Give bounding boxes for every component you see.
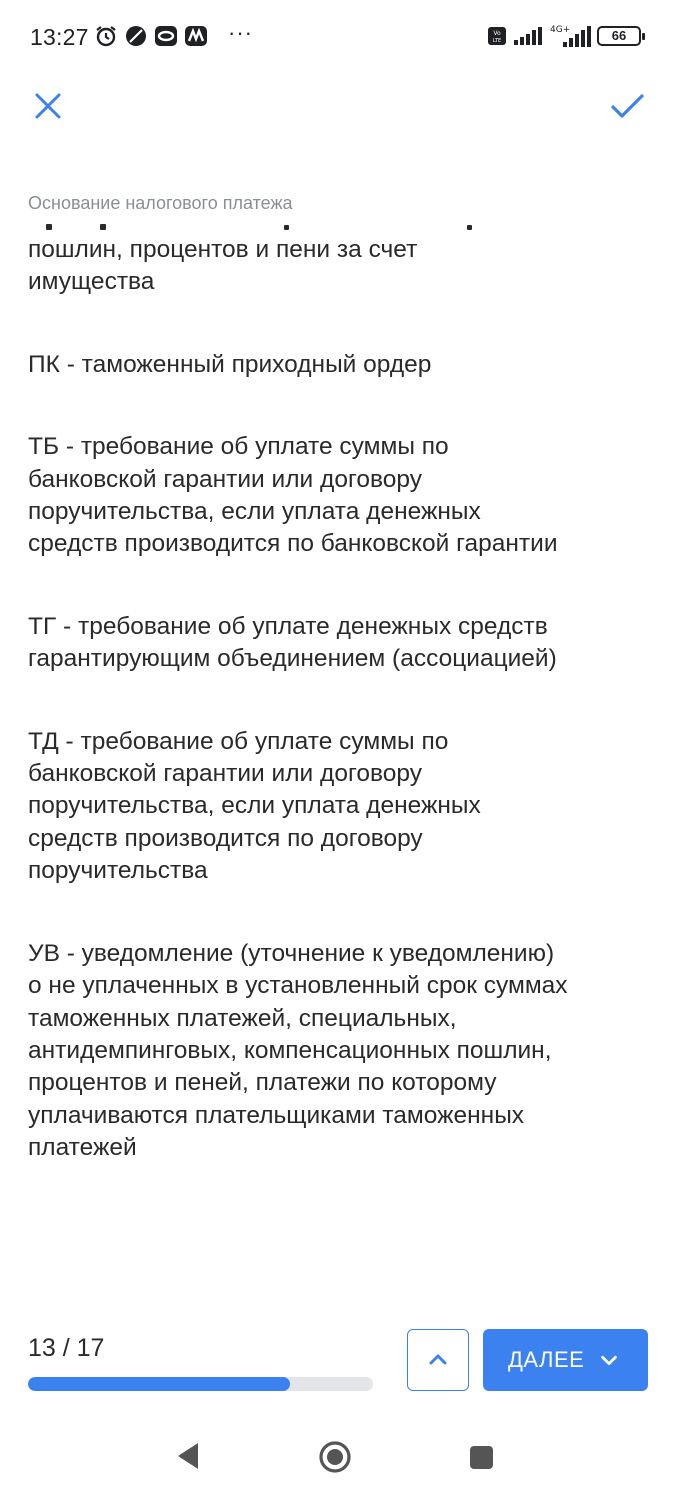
chevron-down-icon — [598, 1349, 620, 1371]
status-bar — [0, 0, 675, 72]
recents-icon — [468, 1444, 495, 1471]
option-item[interactable]: пошлин, процентов и пени за счет имущества — [28, 236, 418, 296]
nav-home-button[interactable] — [318, 1440, 352, 1474]
app-icon-2 — [184, 24, 208, 48]
option-item[interactable]: ТБ - требование об уплате суммы по банковской гарантии или договору поручительства, если уплата денежных средств производится по банковской гарантии — [28, 433, 558, 558]
option-item[interactable]: УВ - уведомление (уточнение к уведомлению) о не уплаченных в установленный срок суммах таможенных платежей, специальных, антидемпинговых, компенсационных пошлин, процентов и пеней, платежи по которому уплачиваются плательщиками таможенных платежей — [28, 939, 568, 1162]
options-list[interactable] — [28, 222, 648, 1284]
network-type: 4G+ — [550, 25, 571, 35]
signal-icon — [513, 26, 543, 46]
battery-level: 66 — [611, 28, 627, 43]
nav-back-button[interactable] — [174, 1440, 202, 1472]
clipped-line-remnant — [28, 222, 648, 242]
svg-text:LTE: LTE — [492, 38, 502, 44]
home-icon — [318, 1440, 352, 1474]
notification-icons — [94, 24, 208, 48]
svg-text:Vo: Vo — [493, 30, 501, 37]
back-icon — [174, 1440, 202, 1472]
battery-icon — [597, 26, 641, 46]
alarm-icon — [94, 24, 118, 48]
chevron-up-icon — [426, 1348, 450, 1372]
page-counter: 13 / 17 — [28, 1334, 105, 1362]
option-item[interactable]: ТГ - требование об уплате денежных средств гарантирующим объединением (ассоциацией) — [28, 612, 557, 673]
volte-icon — [487, 26, 507, 46]
signal-4g-icon — [549, 24, 591, 48]
option-item[interactable]: ТД - требование об уплате суммы по банковской гарантии или договору поручительства, если уплата денежных средств производится по договору поручительства — [28, 727, 481, 885]
close-icon — [28, 86, 68, 126]
more-notifications: ··· — [228, 20, 253, 45]
system-icons — [487, 24, 641, 48]
moon-icon — [124, 24, 148, 48]
field-label: Основание налогового платежа — [28, 193, 293, 213]
app-icon — [154, 24, 178, 48]
progress-fill — [28, 1377, 290, 1391]
previous-button[interactable] — [407, 1329, 469, 1391]
status-time: 13:27 — [30, 24, 89, 50]
confirm-button[interactable] — [606, 86, 648, 126]
options-scroll — [28, 222, 648, 1165]
nav-recents-button[interactable] — [468, 1444, 495, 1471]
next-button-label: ДАЛЕЕ — [508, 1347, 585, 1372]
check-icon — [606, 86, 648, 126]
next-button[interactable] — [483, 1329, 648, 1391]
close-button[interactable] — [28, 86, 68, 126]
option-item[interactable]: ПК - таможенный приходный ордер — [28, 350, 432, 378]
progress-bar — [28, 1377, 373, 1391]
